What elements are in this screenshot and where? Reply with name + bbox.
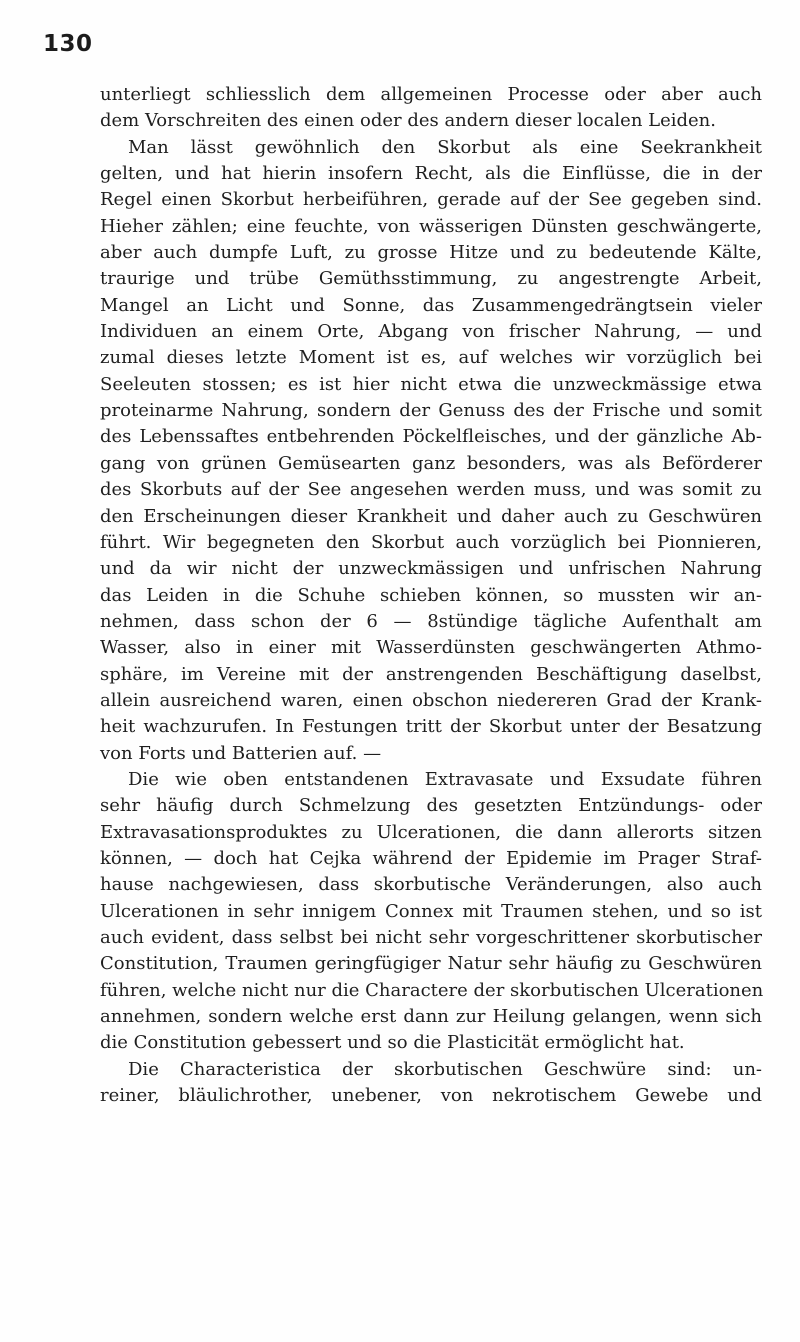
- text-line: können, — doch hat Cejka während der Epidemie im Prager Straf-: [100, 847, 762, 869]
- text-line: Man lässt gewöhnlich den Skorbut als eine Seekrankheit: [128, 136, 762, 158]
- text-line: und da wir nicht der unzweckmässigen und unfrischen Nahrung: [100, 558, 762, 580]
- text-line: nehmen, dass schon der 6 — 8stündige tägliche Aufenthalt am: [100, 610, 762, 632]
- text-line: reiner, bläulichrother, unebener, von nekrotischem Gewebe und: [100, 1085, 762, 1107]
- page-number: 130: [43, 31, 93, 57]
- text-line: Mangel an Licht und Sonne, das Zusammengedrängtsein vieler: [100, 294, 762, 316]
- text-line: Die Characteristica der skorbutischen Geschwüre sind: un-: [128, 1058, 762, 1080]
- text-line: Regel einen Skorbut herbeiführen, gerade auf der See gegeben sind.: [100, 189, 762, 211]
- text-line: annehmen, sondern welche erst dann zur Heilung gelangen, wenn sich: [100, 1006, 762, 1028]
- text-line: auch evident, dass selbst bei nicht sehr vorgeschrittener skorbutischer: [100, 927, 762, 948]
- text-line: zumal dieses letzte Moment ist es, auf welches wir vorzüglich bei: [100, 347, 762, 369]
- text-line: Wasser, also in einer mit Wasserdünsten geschwängerten Athmo-: [100, 637, 762, 659]
- text-line: proteinarme Nahrung, sondern der Genuss des der Frische und somit: [100, 400, 762, 422]
- text-line: den Erscheinungen dieser Krankheit und daher auch zu Geschwüren: [100, 505, 762, 527]
- text-line: hause nachgewiesen, dass skorbutische Veränderungen, also auch: [100, 874, 762, 896]
- text-line: allein ausreichend waren, einen obschon niedereren Grad der Krank-: [100, 689, 762, 711]
- text-line: gelten, und hat hierin insofern Recht, als die Einflüsse, die in der: [100, 163, 762, 185]
- text-line: dem Vorschreiten des einen oder des andern dieser localen Leiden.: [100, 110, 716, 132]
- paragraph-3: [100, 767, 762, 1057]
- text-line: führen, welche nicht nur die Charactere der skorbutischen Ulcerationen: [100, 979, 764, 1001]
- text-line: heit wachzurufen. In Festungen tritt der Skorbut unter der Besatzung: [100, 716, 762, 738]
- paragraph-4: [100, 1057, 762, 1110]
- paragraph-2: [100, 135, 762, 767]
- text-line: Individuen an einem Orte, Abgang von frischer Nahrung, — und: [100, 321, 762, 343]
- text-line: traurige und trübe Gemüthsstimmung, zu angestrengte Arbeit,: [100, 268, 762, 290]
- text-line: Extravasationsproduktes zu Ulcerationen, die dann allerorts sitzen: [100, 821, 762, 843]
- text-line: unterliegt schliesslich dem allgemeinen Processe oder aber auch: [100, 84, 762, 105]
- text-line: Seeleuten stossen; es ist hier nicht etwa die unzweckmässige etwa: [100, 373, 762, 395]
- text-line: aber auch dumpfe Luft, zu grosse Hitze und zu bedeutende Kälte,: [100, 242, 762, 264]
- paragraph-1: [100, 82, 762, 135]
- text-line: die Constitution gebessert und so die Plasticität ermöglicht hat.: [100, 1032, 685, 1054]
- text-line: Ulcerationen in sehr innigem Connex mit Traumen stehen, und so ist: [100, 900, 762, 922]
- text-line: Die wie oben entstandenen Extravasate und Exsudate führen: [128, 768, 762, 790]
- text-line: sehr häufig durch Schmelzung des gesetzten Entzündungs- oder: [100, 795, 762, 817]
- body-text: [100, 82, 762, 1109]
- text-line: führt. Wir begegneten den Skorbut auch vorzüglich bei Pionnieren,: [100, 531, 762, 553]
- text-line: das Leiden in die Schuhe schieben können, so mussten wir an-: [100, 584, 762, 606]
- text-line: des Skorbuts auf der See angesehen werden muss, und was somit zu: [100, 479, 762, 501]
- text-line: sphäre, im Vereine mit der anstrengenden Beschäftigung daselbst,: [100, 663, 762, 685]
- text-line: des Lebenssaftes entbehrenden Pöckelfleisches, und der gänzliche Ab-: [100, 426, 762, 448]
- text-line: Constitution, Traumen geringfügiger Natur sehr häufig zu Geschwüren: [100, 953, 762, 975]
- text-line: von Forts und Batterien auf. —: [100, 742, 382, 764]
- text-line: Hieher zählen; eine feuchte, von wässerigen Dünsten geschwängerte,: [100, 215, 762, 237]
- text-line: gang von grünen Gemüsearten ganz besonders, was als Beförderer: [100, 452, 762, 474]
